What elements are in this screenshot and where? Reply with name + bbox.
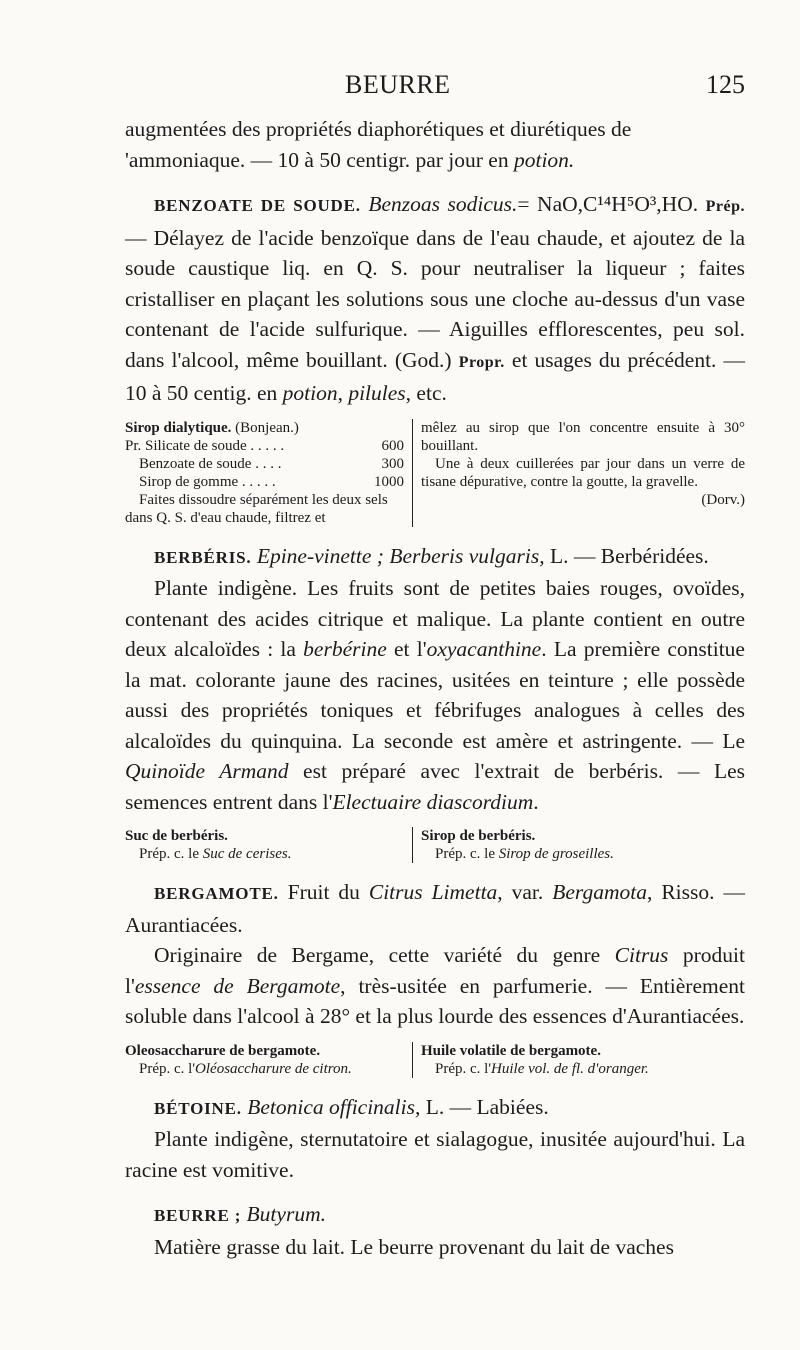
entry-head-benzoate: BENZOATE DE SOUDE. [154, 196, 361, 215]
berberis-entry: BERBÉRIS. Epine-vinette ; Berberis vulgaris, L. — Berbéridées. [154, 543, 709, 568]
prep-title: Huile volatile de bergamote. [421, 1042, 601, 1059]
sirop-dialytique-recipe [125, 419, 745, 527]
intro-paragraph: augmentées des propriétés diaphorétiques et diurétiques de 'ammoniaque. — 10 à 50 centigr. par jour en potion. [125, 117, 632, 172]
bergamote-entry: BERGAMOTE. Fruit du Citrus Limetta, var. Bergamota, Risso. — Aurantiacées. [125, 880, 745, 937]
propr-label: Propr. [458, 353, 505, 371]
berberis-preparations: Suc de berbéris. Prép. c. le Suc de cerises. Sirop de berbéris. Prép. c. le Sirop de groseilles. [125, 827, 745, 863]
entry-head-berberis: BERBÉRIS. [154, 547, 252, 567]
page-body [125, 114, 745, 1262]
recipe-note-continued: mêlez au sirop que l'on concentre ensuite à 30° bouillant. [421, 419, 745, 454]
recipe-note: Faites dissoudre séparément les deux sels dans Q. S. d'eau chaude, filtrez et [125, 491, 388, 526]
running-head [125, 70, 745, 102]
prep-title: Suc de berbéris. [125, 828, 228, 844]
entry-head-betoine: BÉTOINE. [154, 1098, 242, 1118]
recipe-title: Sirop dialytique. [125, 419, 232, 436]
entry-head-beurre: BEURRE ; [154, 1206, 242, 1225]
bergamote-preparations: Oleosaccharure de bergamote. Prép. c. l'Oléosaccharure de citron. Huile volatile de bergamote. Prép. c. l'Huile vol. de fl. d'oranger. [125, 1042, 745, 1078]
page-number: 125 [706, 70, 745, 99]
recipe-row: Pr. Silicate de soude . . . . . 600 [125, 437, 404, 454]
beurre-description: Matière grasse du lait. Le beurre provenant du lait de vaches [154, 1234, 674, 1259]
prep-title: Sirop de berbéris. [421, 828, 536, 844]
prep-label: Prép. [705, 198, 745, 215]
recipe-dosage: Une à deux cuillerées par jour dans un verre de tisane dépurative, contre la goutte, la gravelle. (Dorv.) [421, 455, 745, 508]
betoine-entry: BÉTOINE. Betonica officinalis, L. — Labiées. [154, 1094, 549, 1119]
recipe-row: Sirop de gomme . . . . . 1000 [139, 473, 404, 490]
recipe-author: (Dorv.) [701, 491, 745, 508]
running-title: BEURRE [345, 70, 451, 99]
benzoate-entry: BENZOATE DE SOUDE. Benzoas sodicus.= NaO,C¹⁴H⁵O³,HO. Prép. — Délayez de l'acide benzoïque dans de l'eau chaude, et ajoutez de la soude caustique liq. en Q. S. pour neutraliser la liqueur ; faites cristalliser en plaçant les solutions sous une cloche au-dessus d'un vase contenant de l'acide sulfurique. — Aiguilles efflorescentes, peu sol. dans l'alcool, même bouillant. (God.) Propr. et usages du précédent. — 10 à 50 centig. en potion, pilules, etc. [125, 192, 746, 405]
recipe-right-column [412, 419, 745, 527]
latin-name: Benzoas sodicus. [360, 192, 518, 216]
berberis-description: Plante indigène. Les fruits sont de petites baies rouges, ovoïdes, contenant des acides citrique et malique. La plante contient en outre deux alcaloïdes : la berbérine et l'oxyacanthine. La première constitue la mat. colorante jaune des racines, usitées en teinture ; elle possède aussi des propriétés toniques et fébrifuges analogues à celles des alcaloïdes du quinquina. La seconde est amère et astringente. — Le Quinoïde Armand est préparé avec l'extrait de berbéris. — Les semences entrent dans l'Electuaire diascordium. [125, 576, 745, 814]
recipe-left-column: Sirop dialytique. (Bonjean.) Pr. Silicate de soude . . . . . 600 Benzoate de soude . . . . 300 Sirop de gomme . . . . . 1000 Faites dissoudre séparément les deux sels dans Q. S. d'eau chaude, filtrez et [125, 419, 404, 526]
recipe-row: Benzoate de soude . . . . 300 [139, 455, 404, 472]
entry-head-bergamote: BERGAMOTE. [154, 884, 279, 903]
prep-title: Oleosaccharure de bergamote. [125, 1042, 321, 1059]
bergamote-description: Originaire de Bergame, cette variété du genre Citrus produit l'essence de Bergamote, très-usitée en parfumerie. — Entièrement soluble dans l'alcool à 28° et la plus lourde des essences d'Aurantiacées. [125, 943, 745, 1028]
chemical-formula: = NaO,C¹⁴H⁵O³,HO. [517, 192, 699, 216]
betoine-description: Plante indigène, sternutatoire et sialagogue, inusitée aujourd'hui. La racine est vomitive. [125, 1127, 745, 1182]
beurre-entry: BEURRE ; Butyrum. [154, 1202, 326, 1226]
